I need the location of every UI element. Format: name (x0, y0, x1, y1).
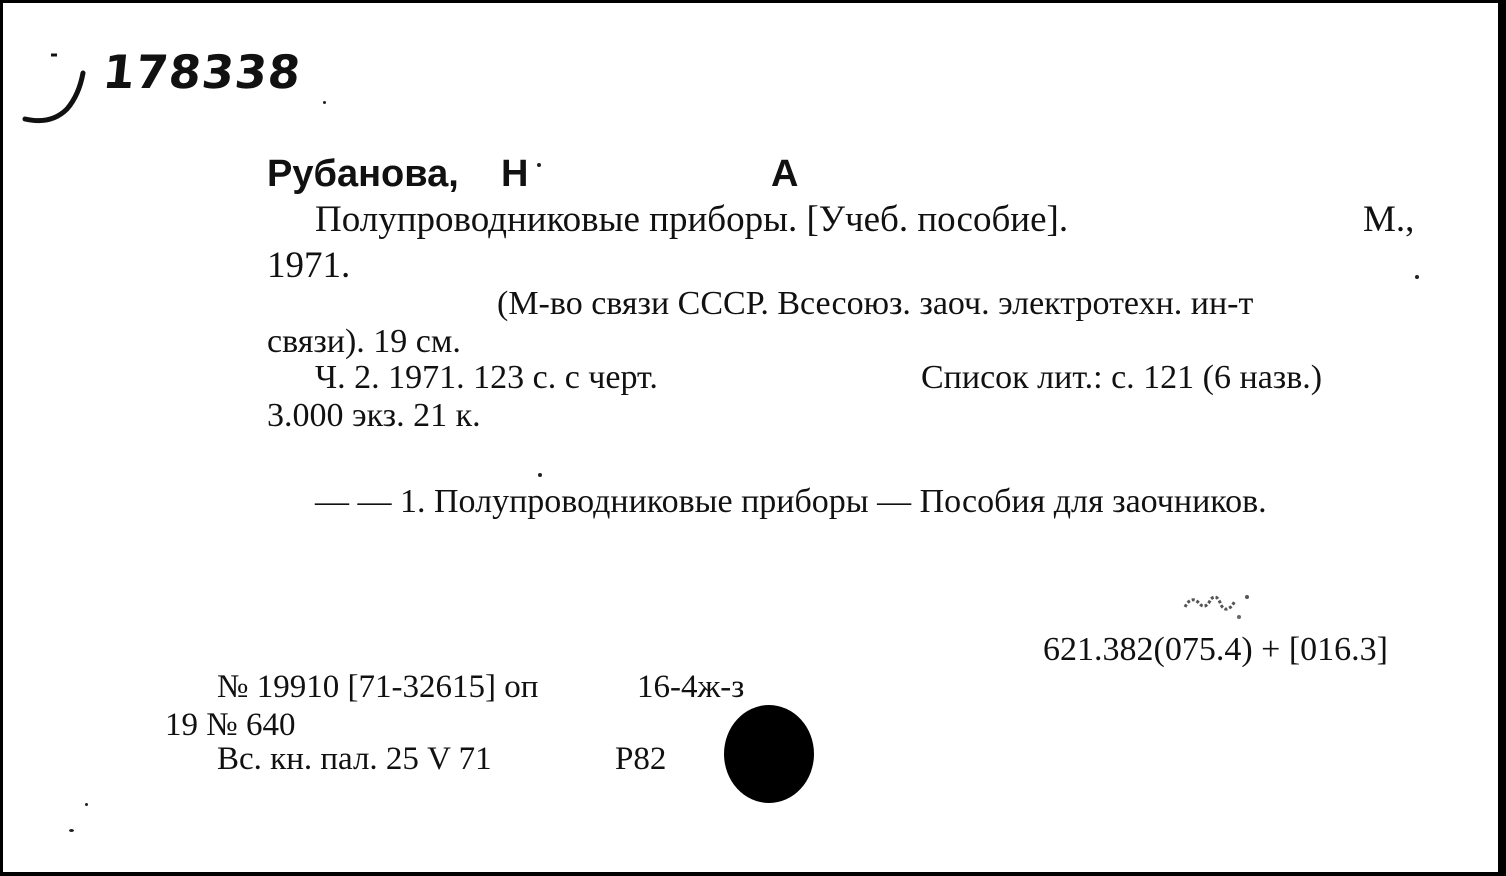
publication-year: 1971. (267, 245, 351, 286)
series-note-line-1: (М-во связи СССР. Всесоюз. заоч. электротехн. ин-т (497, 285, 1254, 322)
author-initial-second: А (771, 153, 799, 195)
punch-hole (724, 705, 814, 803)
copies-and-price: 3.000 экз. 21 к. (267, 397, 481, 434)
udc-classification: 621.382(075.4) + [016.3] (1043, 631, 1388, 668)
book-title: Полупроводниковые приборы. [Учеб. пособие]. (315, 199, 1069, 240)
ink-speck (538, 473, 542, 477)
ink-speck (1415, 275, 1419, 279)
card-number: 19 № 640 (165, 707, 296, 743)
author-initial-first: Н (501, 153, 529, 195)
book-chamber-note: Вс. кн. пал. 25 V 71 (217, 741, 492, 777)
publication-city: М., (1363, 199, 1415, 240)
index-code: Р82 (615, 741, 667, 777)
author-surname: Рубанова, (267, 153, 459, 195)
handwritten-hook-mark (21, 47, 101, 127)
accession-code: 16-4ж-з (637, 669, 745, 705)
ink-speck (85, 803, 88, 806)
ink-speck (537, 163, 541, 167)
subject-heading: — — 1. Полупроводниковые приборы — Пособия для заочников. (315, 483, 1267, 520)
faded-stamp-mark (1181, 587, 1261, 627)
series-note-line-2: связи). 19 см. (267, 323, 461, 360)
accession-number: № 19910 [71-32615] оп (217, 669, 539, 705)
ink-speck (69, 829, 74, 832)
bibliography-note: Список лит.: с. 121 (6 назв.) (921, 359, 1323, 396)
part-description: Ч. 2. 1971. 123 с. с черт. (315, 359, 658, 396)
ink-speck (323, 101, 326, 104)
handwritten-card-number: 178338 (100, 45, 304, 99)
